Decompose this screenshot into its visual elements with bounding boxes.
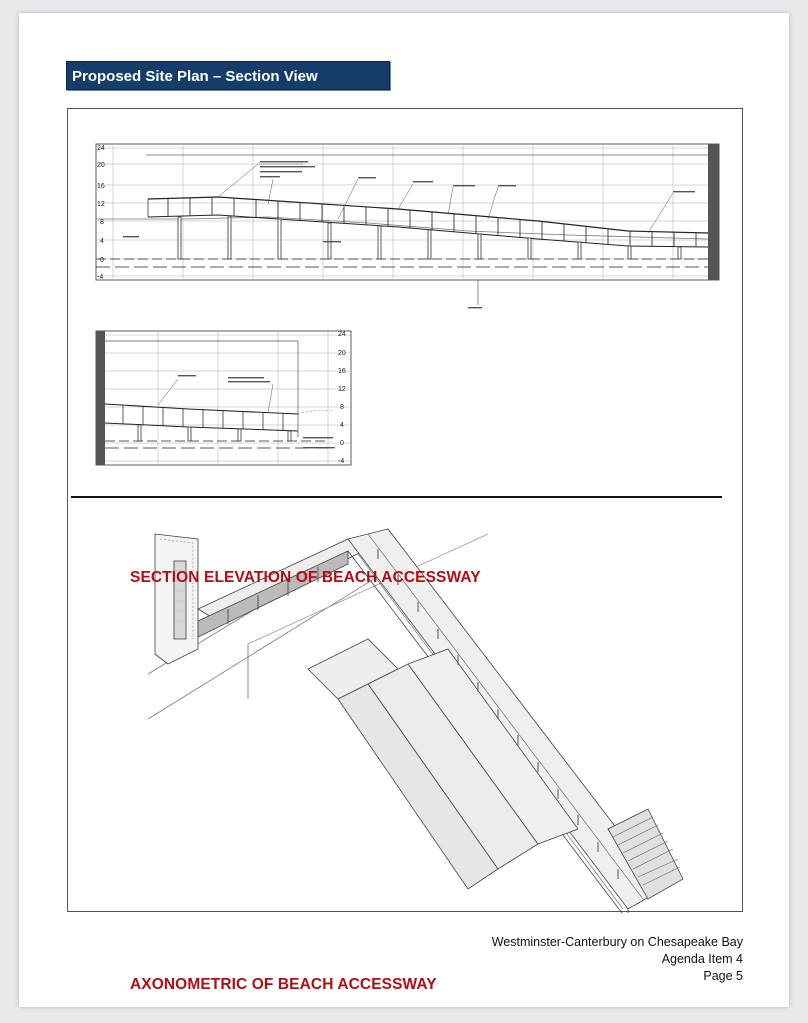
small-elev-label: 24	[338, 331, 346, 338]
footer-organization: Westminster-Canterbury on Chesapeake Bay	[491, 935, 743, 949]
axonometric-caption: AXONOMETRIC OF BEACH ACCESSWAY	[130, 976, 437, 993]
section-elevation-caption: SECTION ELEVATION OF BEACH ACCESSWAY	[130, 569, 481, 586]
footer-agenda-item: Agenda Item 4	[661, 952, 743, 966]
top-elev-label: 8	[100, 219, 104, 226]
drawing-canvas	[68, 109, 744, 913]
top-elev-label: 12	[97, 201, 105, 208]
top-elev-label: 24	[97, 145, 105, 152]
small-elev-label: 8	[340, 404, 344, 411]
top-section-drawing	[96, 144, 719, 308]
top-elev-label: -4	[97, 274, 104, 281]
section-title-bar	[66, 61, 390, 90]
small-elev-label: 12	[338, 386, 346, 393]
small-section-drawing	[96, 331, 351, 465]
small-elev-label: 20	[338, 350, 346, 357]
small-elev-label: 0	[340, 440, 344, 447]
small-elev-label: -4	[338, 458, 345, 465]
top-elev-label: 16	[97, 183, 105, 190]
top-elev-label: 4	[100, 238, 104, 245]
top-elev-label: 0	[100, 257, 104, 264]
top-elev-label: 20	[97, 162, 105, 169]
footer-page-number: Page 5	[703, 969, 743, 983]
small-elev-label: 4	[340, 422, 344, 429]
document-page	[19, 13, 789, 1007]
caption-divider	[71, 496, 722, 498]
section-title: Proposed Site Plan – Section View	[72, 68, 318, 85]
small-elev-label: 16	[338, 368, 346, 375]
page-footer	[492, 934, 743, 985]
